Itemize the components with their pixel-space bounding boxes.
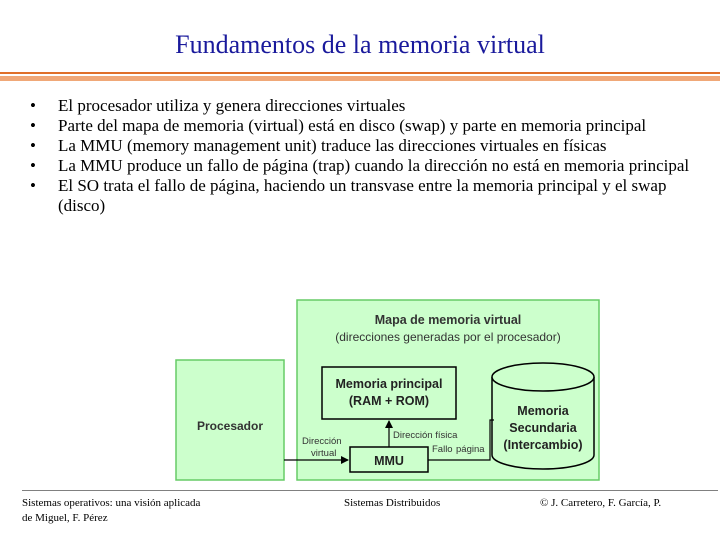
main-memory-box bbox=[322, 367, 456, 419]
page-fault-label: Fallo bbox=[432, 444, 453, 455]
bullet-text: Parte del mapa de memoria (virtual) está en disco (swap) y parte en memoria principal bbox=[58, 116, 647, 135]
main-memory-label: Memoria principal bbox=[335, 377, 443, 391]
bullet-icon: • bbox=[30, 116, 36, 135]
footer-rule bbox=[22, 490, 718, 491]
bullet-text: El SO trata el fallo de página, haciendo un transvase entre la memoria principal y el swap (disco) bbox=[58, 176, 667, 215]
bullet-text: La MMU produce un fallo de página (trap) cuando la dirección no está en memoria principal bbox=[58, 156, 690, 175]
virtual-address-label: Dirección bbox=[302, 436, 342, 447]
footer-book-authors: de Miguel, F. Pérez bbox=[22, 512, 108, 524]
footer-book-title: Sistemas operativos: una visión aplicada bbox=[22, 497, 201, 509]
footer-left bbox=[22, 496, 200, 526]
secondary-memory-label: Memoria bbox=[517, 404, 569, 418]
physical-address-label: Dirección física bbox=[393, 430, 458, 441]
virtual-map-subtitle: (direcciones generadas por el procesador) bbox=[335, 330, 561, 344]
mmu-label: MMU bbox=[374, 454, 404, 468]
bullet-icon: • bbox=[30, 156, 36, 175]
virtual-map-title: Mapa de memoria virtual bbox=[374, 313, 522, 327]
footer-right: © J. Carretero, F. García, P. bbox=[540, 497, 662, 509]
virtual-address-label-2: virtual bbox=[311, 448, 337, 459]
bullet-text: El procesador utiliza y genera direcciones virtuales bbox=[58, 96, 406, 115]
footer-center: Sistemas Distribuidos bbox=[344, 497, 441, 509]
bullet-icon: • bbox=[30, 96, 36, 115]
bullet-text: La MMU (memory management unit) traduce las direcciones virtuales en físicas bbox=[58, 136, 607, 155]
secondary-memory-label-3: (Intercambio) bbox=[503, 438, 583, 452]
page-fault-label-2: página bbox=[456, 444, 485, 455]
slide-title: Fundamentos de la memoria virtual bbox=[175, 30, 545, 59]
bullet-icon: • bbox=[30, 136, 36, 155]
processor-label: Procesador bbox=[196, 419, 264, 433]
secondary-memory-label-2: Secundaria bbox=[509, 421, 577, 435]
main-memory-sublabel: (RAM + ROM) bbox=[348, 394, 430, 408]
bullet-icon: • bbox=[30, 176, 36, 195]
